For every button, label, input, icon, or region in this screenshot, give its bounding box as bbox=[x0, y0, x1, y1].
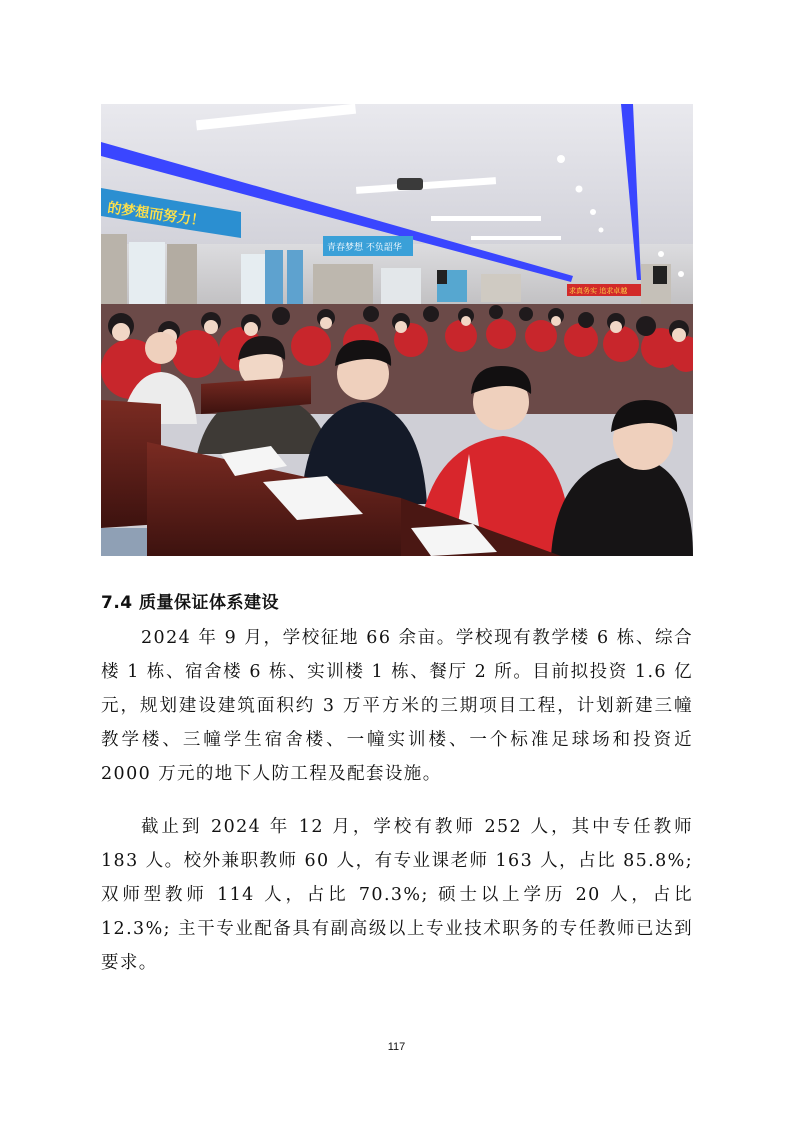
svg-text:求真务实 追求卓越: 求真务实 追求卓越 bbox=[569, 287, 628, 295]
paragraph-campus-facilities: 2024 年 9 月，学校征地 66 余亩。学校现有教学楼 6 栋、综合楼 1 栋、宿舍楼 6 栋、实训楼 1 栋、餐厅 2 所。目前拟投资 1.6 亿元，规划建设建筑面积约 3 万平方米的三期项目工程，计划新建三幢教学楼、三幢学生宿舍楼、一幢实训楼、一个标准足球场和投资近 2000 万元的地下人防工程及配套设施。 bbox=[101, 628, 693, 784]
wall-banner-mid bbox=[323, 236, 413, 256]
section-heading: 7.4 质量保证体系建设 bbox=[101, 593, 280, 613]
page-number: 117 bbox=[387, 1041, 406, 1053]
svg-text:青春梦想 不负韶华: 青春梦想 不负韶华 bbox=[327, 243, 402, 253]
paragraph-teaching-staff: 截止到 2024 年 12 月，学校有教师 252 人，其中专任教师 183 人。校外兼职教师 60 人，有专业课老师 163 人，占比 85.8%; 双师型教师 114 人，占比 70.3%; 硕士以上学历 20 人，占比 12.3%; 主干专业配备具有副高级以上专业技术职务的专任教师已达到要求。 bbox=[101, 817, 693, 973]
svg-text:的梦想而努力！: 的梦想而努力！ bbox=[106, 200, 206, 230]
classroom-photo-illustration bbox=[101, 104, 693, 556]
classroom-photo bbox=[101, 104, 693, 556]
